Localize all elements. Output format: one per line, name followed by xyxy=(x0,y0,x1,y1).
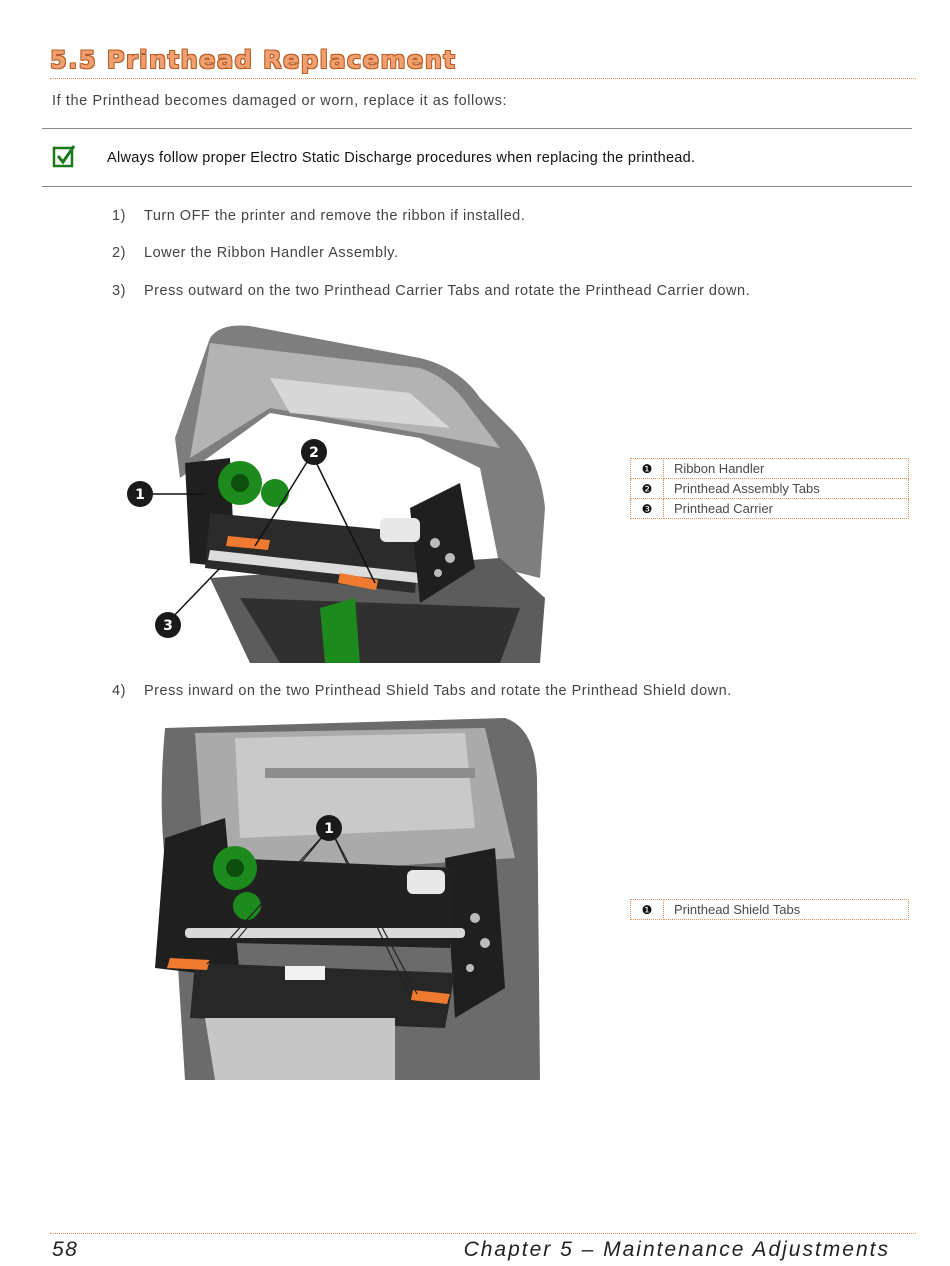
step-number: 2) xyxy=(112,245,126,261)
step-1 xyxy=(112,208,525,224)
callout-label: Printhead Shield Tabs xyxy=(664,900,909,920)
callout-label: Printhead Carrier xyxy=(664,499,909,519)
step-text: Turn OFF the printer and remove the ribbon if installed. xyxy=(144,208,526,224)
step-text: Press inward on the two Printhead Shield Tabs and rotate the Printhead Shield down. xyxy=(144,683,732,699)
table-row xyxy=(631,499,909,519)
step-number: 3) xyxy=(112,283,126,299)
callout-marker: ❸ xyxy=(631,499,664,519)
badge-2: 2 xyxy=(309,445,319,461)
callout-marker: ❶ xyxy=(631,900,664,920)
badge-3: 3 xyxy=(163,618,173,634)
printhead-carrier-illustration xyxy=(120,318,550,663)
callout-marker: ❷ xyxy=(631,479,664,499)
esd-note: Always follow proper Electro Static Discharge procedures when replacing the printhead. xyxy=(107,150,696,166)
step-number: 4) xyxy=(112,683,126,699)
page-number: 58 xyxy=(52,1238,79,1261)
printhead-shield-illustration xyxy=(145,718,545,1080)
heading-rule xyxy=(50,78,916,79)
chapter-title: Chapter 5 – Maintenance Adjustments xyxy=(463,1238,890,1261)
step-number: 1) xyxy=(112,208,126,224)
intro-text: If the Printhead becomes damaged or worn, replace it as follows: xyxy=(52,93,508,109)
table-row xyxy=(631,479,909,499)
figure2-callout-table xyxy=(630,899,909,920)
callout-label: Ribbon Handler xyxy=(664,459,909,479)
figure1-callout-table xyxy=(630,458,909,519)
callout-marker: ❶ xyxy=(631,459,664,479)
check-box-icon xyxy=(52,144,76,168)
callout-label: Printhead Assembly Tabs xyxy=(664,479,909,499)
section-title: 5.5 Printhead Replacement xyxy=(50,46,457,74)
note-bottom-rule xyxy=(42,186,912,187)
badge-1: 1 xyxy=(324,821,334,837)
step-3 xyxy=(112,283,750,299)
table-row xyxy=(631,459,909,479)
step-4 xyxy=(112,683,732,699)
step-2 xyxy=(112,245,399,261)
note-top-rule xyxy=(42,128,912,129)
footer-rule xyxy=(50,1233,916,1234)
step-text: Press outward on the two Printhead Carrier Tabs and rotate the Printhead Carrier down. xyxy=(144,283,751,299)
step-text: Lower the Ribbon Handler Assembly. xyxy=(144,245,399,261)
badge-1: 1 xyxy=(135,487,145,503)
table-row xyxy=(631,900,909,920)
